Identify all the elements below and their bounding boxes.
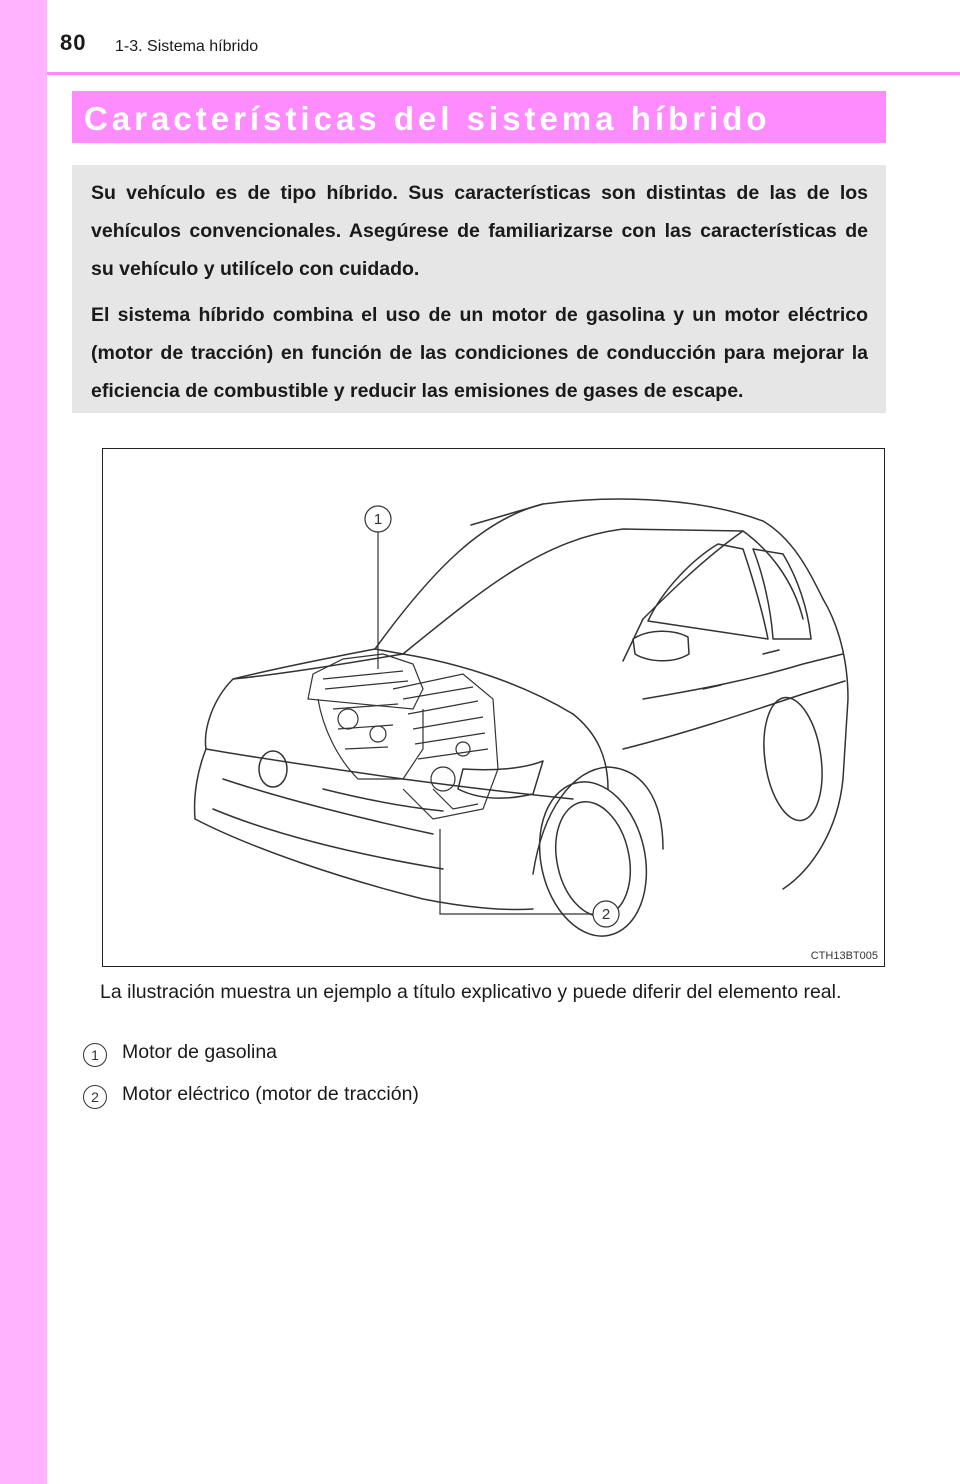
intro-box (72, 165, 886, 413)
legend-text-1: Motor de gasolina (122, 1041, 278, 1063)
legend-number-1: 1 (83, 1043, 107, 1067)
car-illustration (102, 448, 885, 967)
car-drawing (103, 449, 884, 966)
intro-paragraph-1: Su vehículo es de tipo híbrido. Sus características son distintas de las de los vehículos convencionales. Asegúrese de familiarizarse con las características de su vehículo y utilícelo con cuidado. (91, 182, 868, 280)
figure-code: CTH13BT005 (810, 950, 878, 962)
page-title: Características del sistema híbrido (84, 100, 771, 137)
legend-number-2: 2 (83, 1085, 107, 1109)
side-bar (0, 0, 47, 1484)
callout-2: 2 (601, 906, 611, 923)
intro-paragraph-2: El sistema híbrido combina el uso de un motor de gasolina y un motor eléctrico (motor de tracción) en función de las condiciones de conducción para mejorar la eficiencia de combustible y reducir las emisiones de gases de escape. (91, 304, 868, 402)
section-label: 1-3. Sistema híbrido (115, 38, 259, 55)
figure-caption: La ilustración muestra un ejemplo a título explicativo y puede diferir del elemento real. (100, 981, 842, 1003)
page-number: 80 (60, 30, 87, 55)
title-bar (72, 91, 886, 143)
callout-1: 1 (373, 511, 383, 528)
legend-text-2: Motor eléctrico (motor de tracción) (122, 1083, 419, 1105)
header-rule (47, 72, 960, 75)
